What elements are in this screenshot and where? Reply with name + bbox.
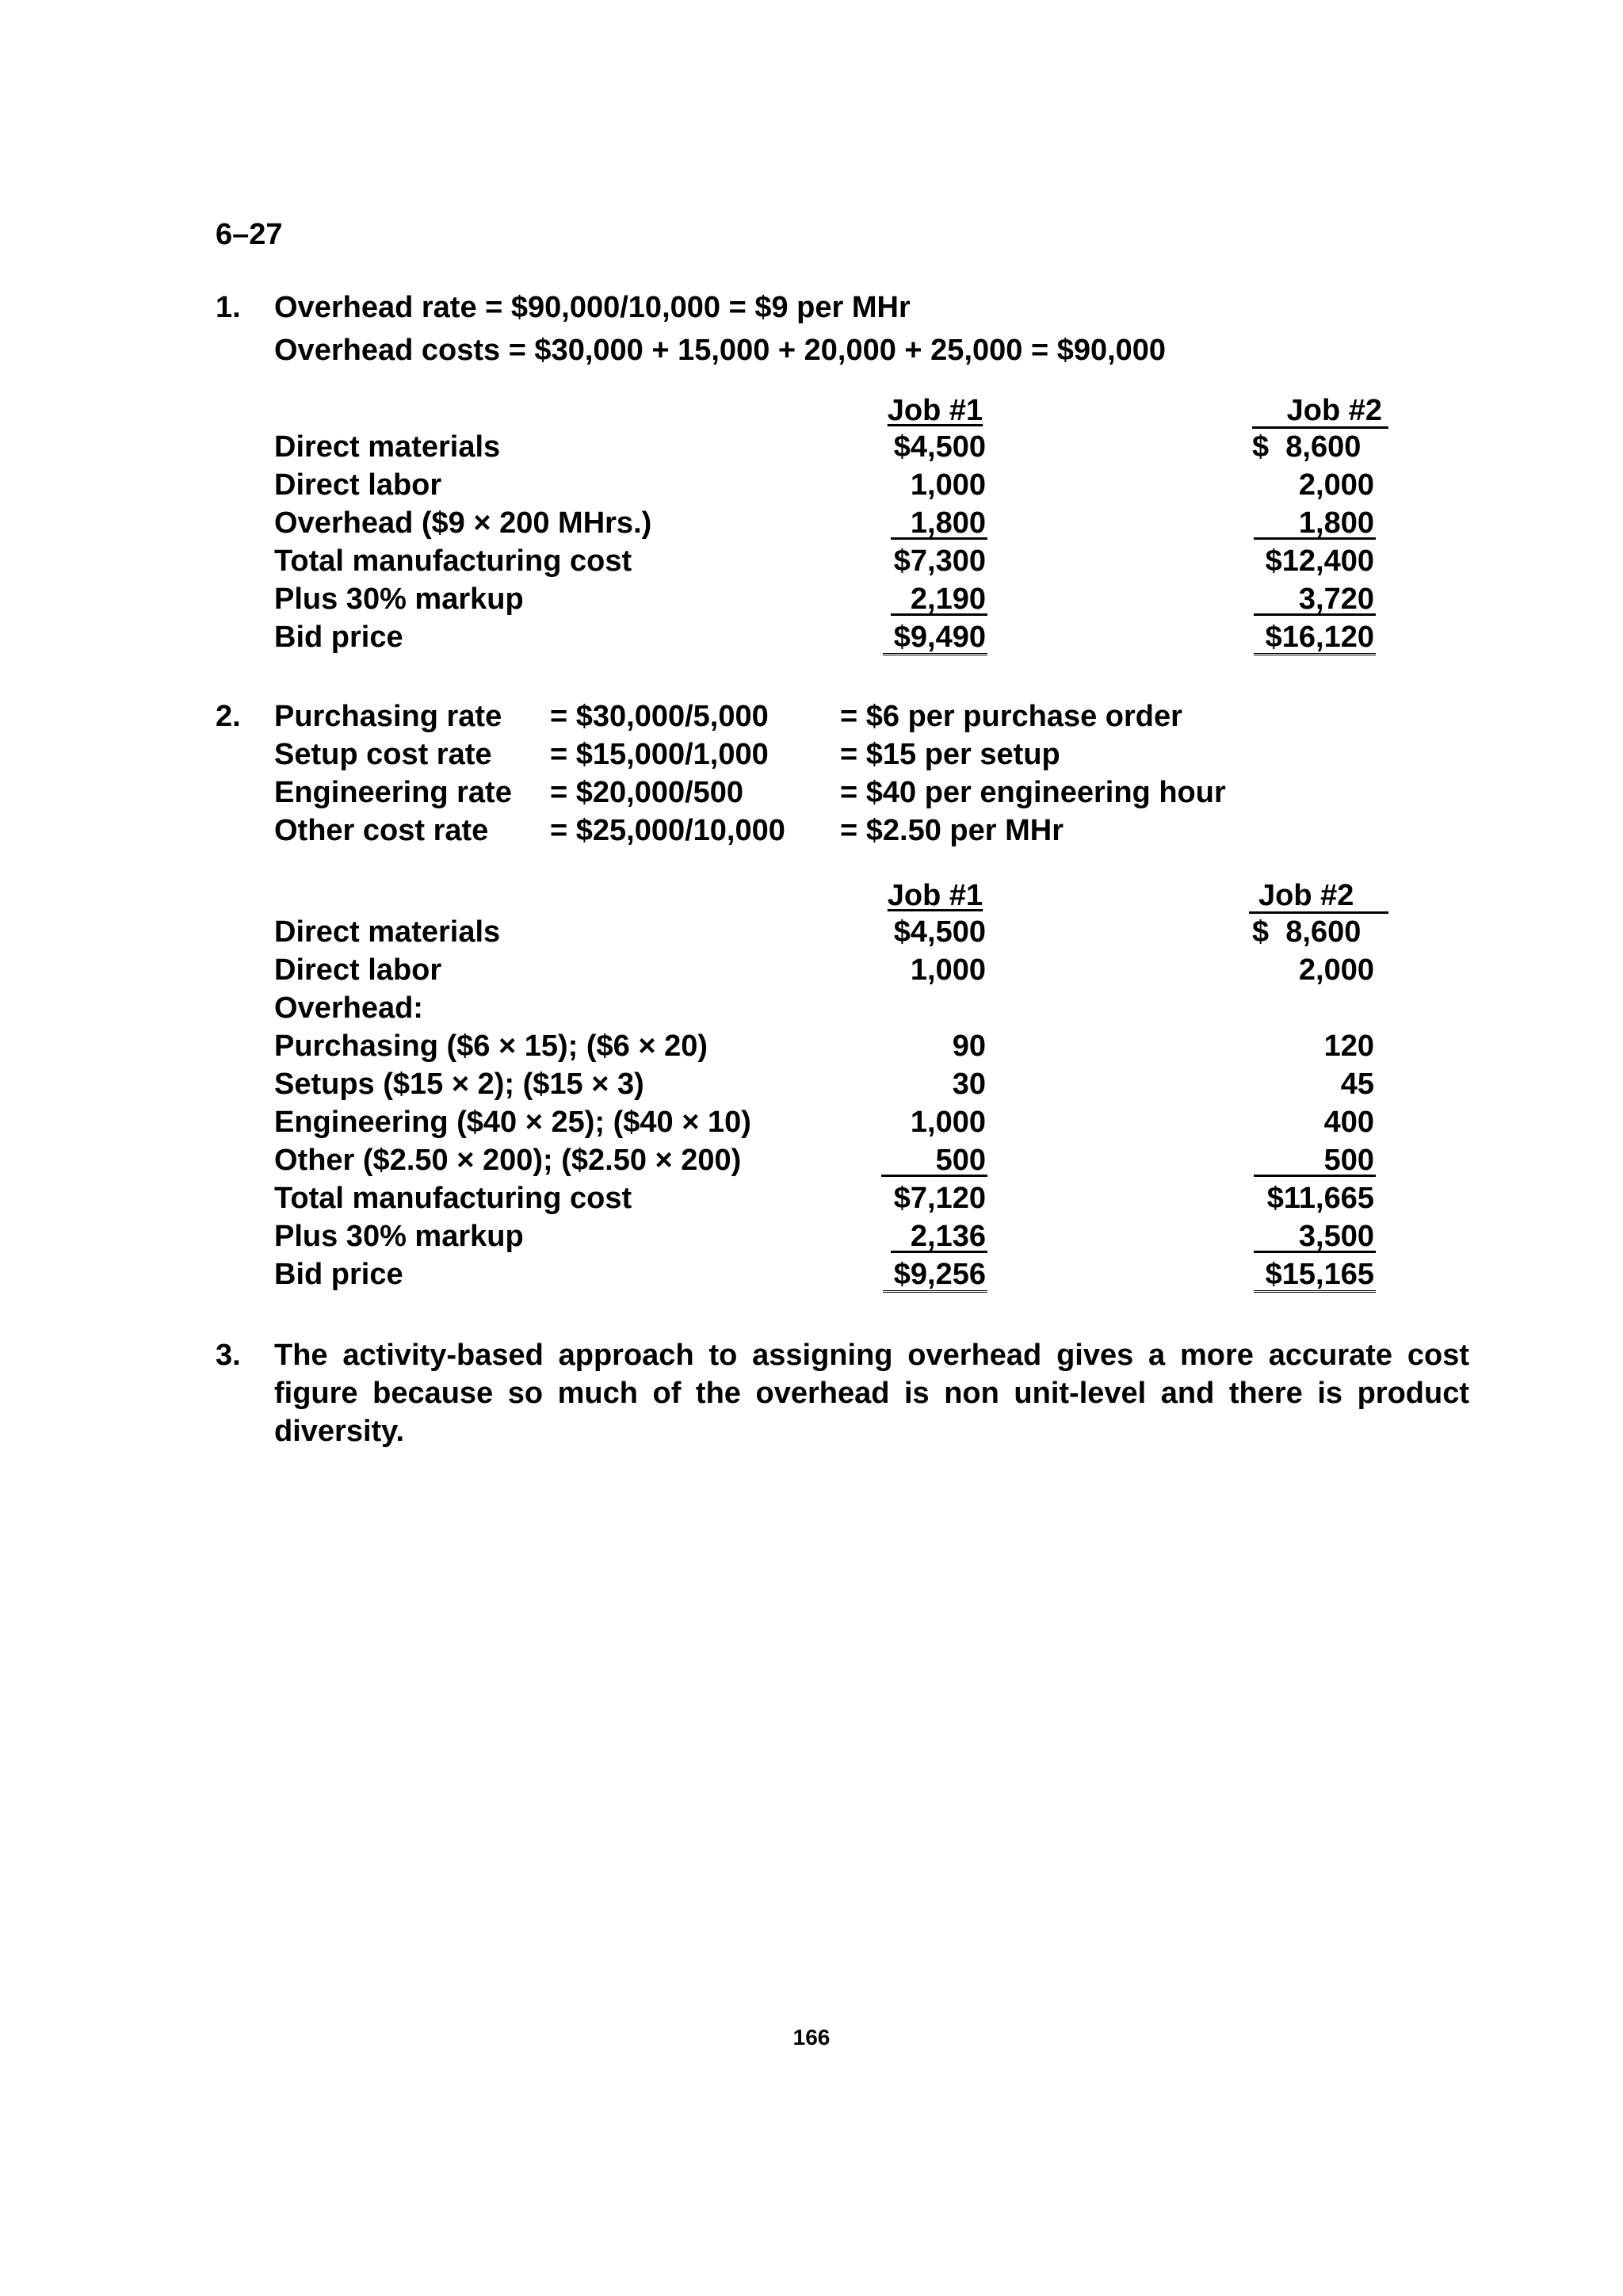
p1-label-overhead: Overhead ($9 × 200 MHrs.) <box>274 506 652 540</box>
p1-job2-overhead: 1,800 <box>1298 506 1374 540</box>
rate-name-setup: Setup cost rate <box>274 738 492 771</box>
part2-number: 2. <box>216 700 241 733</box>
rate-name-engineering: Engineering rate <box>274 776 512 809</box>
p2-label-markup: Plus 30% markup <box>274 1220 524 1253</box>
part1-number: 1. <box>216 291 241 324</box>
p1-job2-bid: $16,120 <box>1265 621 1374 654</box>
p2-header-job1: Job #1 <box>887 879 983 912</box>
p2-job1-other: 500 <box>935 1144 986 1177</box>
p1-header-job2: Job #2 <box>1286 394 1382 427</box>
p2-header-job2: Job #2 <box>1258 879 1354 912</box>
rate-calc-purchasing: = $30,000/5,000 <box>550 700 769 733</box>
p1-job1-bid-double-rule <box>883 650 987 655</box>
p1-job1-total: $7,300 <box>893 544 986 578</box>
rate-result-engineering: = $40 per engineering hour <box>840 776 1226 809</box>
rate-result-setup: = $15 per setup <box>840 738 1060 771</box>
problem-number: 6–27 <box>216 218 283 251</box>
p2-label-direct-labor: Direct labor <box>274 953 442 987</box>
p1-job2-subtotal-rule <box>1254 537 1376 540</box>
p2-job2-other: 500 <box>1323 1144 1374 1177</box>
page-number: 166 <box>792 2025 831 2050</box>
p2-job1-direct-materials: $4,500 <box>893 915 986 949</box>
p2-label-direct-materials: Direct materials <box>274 915 501 949</box>
rate-result-other: = $2.50 per MHr <box>840 814 1064 847</box>
p1-job2-markup-rule <box>1254 613 1376 616</box>
p1-header-job1: Job #1 <box>887 394 983 427</box>
rate-calc-setup: = $15,000/1,000 <box>550 738 769 771</box>
p1-job2-bid-double-rule <box>1254 650 1376 655</box>
p1-job2-direct-labor: 2,000 <box>1298 468 1374 502</box>
p2-job1-bid-double-rule <box>883 1287 987 1293</box>
p2-job1-markup: 2,136 <box>910 1220 986 1253</box>
p2-job2-bid-double-rule <box>1254 1287 1376 1293</box>
p1-job1-markup-rule <box>891 613 987 616</box>
rate-name-purchasing: Purchasing rate <box>274 700 502 733</box>
p1-job1-overhead: 1,800 <box>910 506 986 540</box>
p1-label-markup: Plus 30% markup <box>274 583 524 616</box>
p2-job2-markup-rule <box>1254 1251 1376 1253</box>
rate-calc-engineering: = $20,000/500 <box>550 776 744 809</box>
p1-label-direct-materials: Direct materials <box>274 430 501 464</box>
p2-job1-setups: 30 <box>952 1068 986 1101</box>
rate-name-other: Other cost rate <box>274 814 489 847</box>
p2-job2-markup: 3,500 <box>1298 1220 1374 1253</box>
overhead-rate-line: Overhead rate = $90,000/10,000 = $9 per MHr <box>274 291 911 324</box>
p2-job2-total: $11,665 <box>1266 1182 1374 1215</box>
p1-job1-markup: 2,190 <box>910 583 986 616</box>
p2-job1-direct-labor: 1,000 <box>910 953 986 987</box>
p2-label-bid: Bid price <box>274 1258 403 1291</box>
p2-job2-bid: $15,165 <box>1265 1258 1374 1291</box>
p2-job2-direct-labor: 2,000 <box>1298 953 1374 987</box>
rate-result-purchasing: = $6 per purchase order <box>840 700 1182 733</box>
p1-job1-subtotal-rule <box>891 537 987 540</box>
part3-paragraph: The activity-based approach to assigning overhead gives a more accurate cost figure because so much of the overhead is non unit-level and there is product diversity. <box>274 1339 1469 1448</box>
p2-job1-engineering: 1,000 <box>910 1106 986 1139</box>
part3-number: 3. <box>216 1339 241 1372</box>
overhead-costs-line: Overhead costs = $30,000 + 15,000 + 20,000 + 25,000 = $90,000 <box>274 334 1167 367</box>
p2-job2-engineering: 400 <box>1323 1106 1374 1139</box>
p2-label-purchasing: Purchasing ($6 × 15); ($6 × 20) <box>274 1030 708 1063</box>
p2-label-other: Other ($2.50 × 200); ($2.50 × 200) <box>274 1144 742 1177</box>
p2-job2-setups: 45 <box>1340 1068 1374 1101</box>
p2-job1-total: $7,120 <box>893 1182 986 1215</box>
p1-job1-direct-materials: $4,500 <box>893 430 986 464</box>
p2-job2-direct-materials: $ 8,600 <box>1252 915 1361 949</box>
p2-label-total: Total manufacturing cost <box>274 1182 632 1215</box>
p2-job1-subtotal-rule <box>881 1175 987 1177</box>
p2-job2-subtotal-rule <box>1254 1175 1376 1177</box>
p2-job1-bid: $9,256 <box>893 1258 986 1291</box>
p2-label-overhead: Overhead: <box>274 991 423 1025</box>
p2-label-engineering: Engineering ($40 × 25); ($40 × 10) <box>274 1106 751 1139</box>
p1-label-bid: Bid price <box>274 621 403 654</box>
p2-job2-purchasing: 120 <box>1323 1030 1374 1063</box>
p1-job1-direct-labor: 1,000 <box>910 468 986 502</box>
p1-job2-markup: 3,720 <box>1298 583 1374 616</box>
p1-label-total: Total manufacturing cost <box>274 544 632 578</box>
rate-calc-other: = $25,000/10,000 <box>550 814 785 847</box>
p2-label-setups: Setups ($15 × 2); ($15 × 3) <box>274 1068 644 1101</box>
p1-job2-direct-materials: $ 8,600 <box>1252 430 1361 464</box>
p1-job2-total: $12,400 <box>1265 544 1374 578</box>
p2-job1-markup-rule <box>891 1251 987 1253</box>
p2-job1-purchasing: 90 <box>952 1030 986 1063</box>
p1-label-direct-labor: Direct labor <box>274 468 442 502</box>
p1-job1-bid: $9,490 <box>893 621 986 654</box>
